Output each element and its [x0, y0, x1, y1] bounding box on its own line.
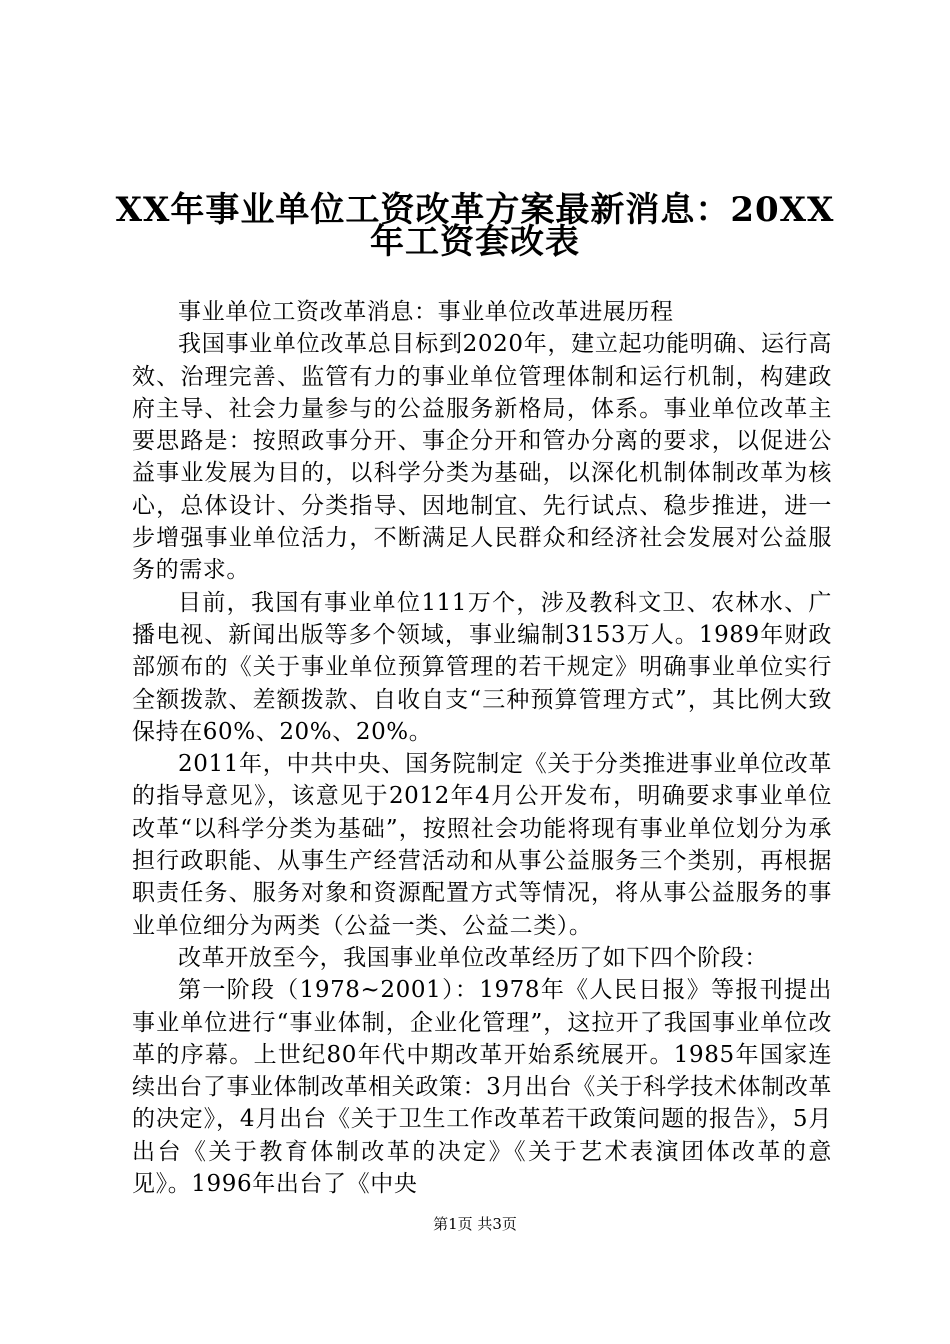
paragraph-subtitle: 事业单位工资改革消息：事业单位改革进展历程: [178, 299, 674, 325]
page-footer: 第1页 共3页: [433, 1215, 517, 1233]
paragraph-2011-guidance: 2011年，中共中央、国务院制定《关于分类推进事业单位改革的指导意见》，该意见于2012年4月公开发布，明确要求事业单位改革“以科学分类为基础”，按照社会功能将现有事业单位划分为承担行政职能、从事生产经营活动和从事公益服务三个类别，再根据职责任务、服务对象和资源配置方式等情况，将从事公益服务的事业单位细分为两类（公益一类、公益二类）。: [132, 751, 832, 939]
paragraph-stage-one: 第一阶段（1978~2001）：1978年《人民日报》等报刊提出事业单位进行“事业体制，企业化管理”，这拉开了我国事业单位改革的序幕。上世纪80年代中期改革开始系统展开。1985年国家连续出台了事业体制改革相关政策：3月出台《关于科学技术体制改革的决定》，4月出台《关于卫生工作改革若干政策问题的报告》，5月出台《关于教育体制改革的决定》《关于艺术表演团体改革的意见》。1996年出台了《中央: [132, 977, 832, 1198]
document-title-line-1: XX年事业单位工资改革方案最新消息：20XX: [115, 190, 835, 230]
paragraph-four-stages: 改革开放至今，我国事业单位改革经历了如下四个阶段：: [178, 944, 768, 971]
paragraph-reform-goal: 我国事业单位改革总目标到2020年，建立起功能明确、运行高效、治理完善、监管有力的事业单位管理体制和运行机制，构建政府主导、社会力量参与的公益服务新格局，体系。事业单位改革主要思路是：按照政事分开、事企分开和管办分离的要求，以促进公益事业发展为目的，以科学分类为基础，以深化机制体制改革为核心，总体设计、分类指导、因地制宜、先行试点、稳步推进，进一步增强事业单位活力，不断满足人民群众和经济社会发展对公益服务的需求。: [132, 331, 832, 584]
paragraph-current-status: 目前，我国有事业单位111万个，涉及教科文卫、农林水、广播电视、新闻出版等多个领域，事业编制3153万人。1989年财政部颁布的《关于事业单位预算管理的若干规定》明确事业单位实行全额拨款、差额拨款、自收自支“三种预算管理方式”，其比例大致保持在60%、20%、20%。: [132, 589, 832, 745]
document-body: [132, 296, 832, 1200]
document-title-line-2: 年工资套改表: [370, 222, 580, 262]
